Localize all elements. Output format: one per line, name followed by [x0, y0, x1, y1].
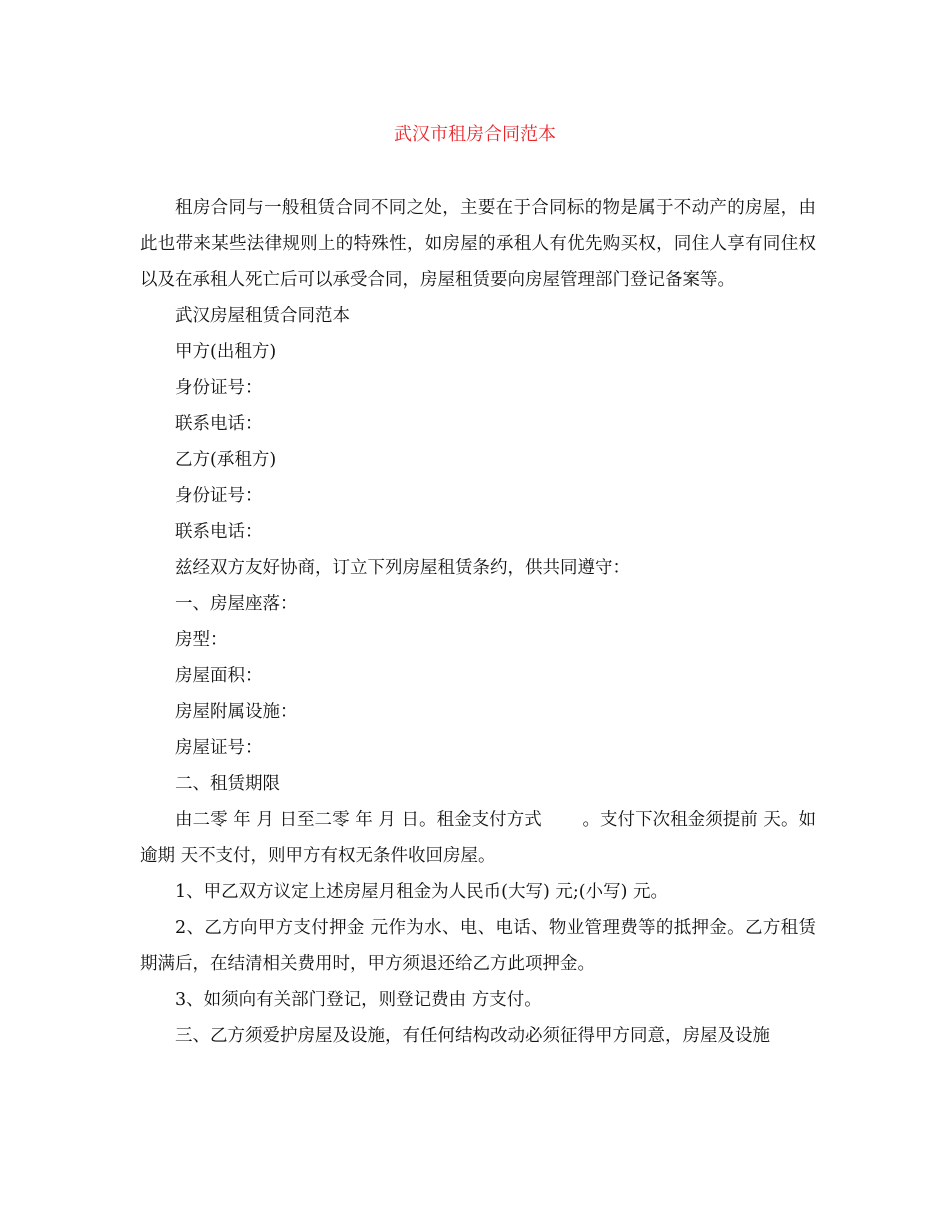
section-1-location: 一、房屋座落：	[175, 594, 298, 614]
intro-paragraph: 租房合同与一般租赁合同不同之处，主要在于合同标的物是属于不动产的房屋，由此也带来某些法律规则上的特殊性，如房屋的承租人有优先购买权，同住人享有同住权以及在承租人死亡后可以承受合同，房屋租赁要向房屋管理部门登记备案等。	[140, 198, 816, 290]
party-b-label: 乙方(承租方)	[175, 450, 277, 470]
contract-heading: 武汉房屋租赁合同范本	[175, 306, 350, 326]
house-certificate-field: 房屋证号：	[175, 738, 263, 758]
party-a-label: 甲方(出租方)	[175, 342, 277, 362]
house-facilities-field: 房屋附属设施：	[175, 702, 298, 722]
house-area-field: 房屋面积：	[175, 666, 263, 686]
party-a-id-field: 身份证号：	[175, 378, 263, 398]
lease-term-paragraph: 由二零 年 月 日至二零 年 月 日。租金支付方式 。支付下次租金须提前 天。如逾期 天不支付，则甲方有权无条件收回房屋。	[140, 810, 816, 866]
party-b-id-field: 身份证号：	[175, 486, 263, 506]
party-a-phone-field: 联系电话：	[175, 414, 263, 434]
agreement-statement: 兹经双方友好协商，订立下列房屋租赁条约，供共同遵守：	[175, 558, 630, 578]
clause-2-deposit: 2、乙方向甲方支付押金 元作为水、电、电话、物业管理费等的抵押金。乙方租赁期满后，在结清相关费用时，甲方须退还给乙方此项押金。	[140, 918, 816, 974]
clause-1-rent: 1、甲乙双方议定上述房屋月租金为人民币(大写) 元;(小写) 元。	[175, 882, 668, 902]
document-title: 武汉市租房合同范本	[394, 124, 556, 145]
section-2-lease-term: 二、租赁期限	[175, 774, 280, 794]
house-type-field: 房型：	[175, 630, 228, 650]
party-b-phone-field: 联系电话：	[175, 522, 263, 542]
document-body	[140, 190, 816, 1054]
clause-3-registration: 3、如须向有关部门登记，则登记费由 方支付。	[175, 990, 542, 1010]
section-3-care: 三、乙方须爱护房屋及设施，有任何结构改动必须征得甲方同意，房屋及设施	[175, 1026, 770, 1046]
